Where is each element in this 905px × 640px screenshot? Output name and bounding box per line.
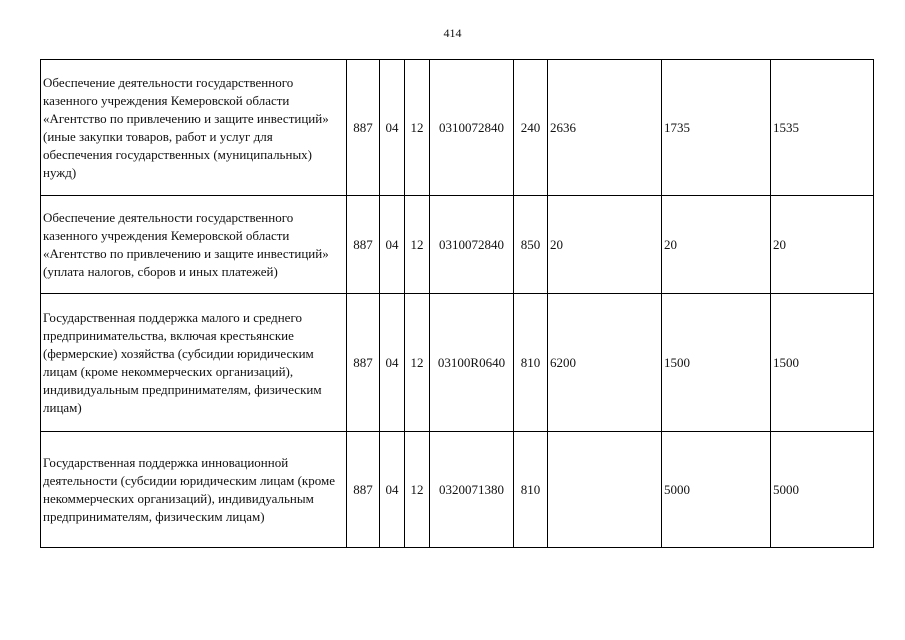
row-description: Обеспечение деятельности государственного казенного учреждения Кемеровской области «Агентство по привлечению и защите инвестиций» (уплата налогов, сборов и иных платежей) (41, 196, 347, 294)
cell-csr: 03100R0640 (430, 294, 514, 432)
cell-amount-1: 2636 (548, 60, 662, 196)
cell-amount-2: 1500 (662, 294, 771, 432)
cell-amount-1 (548, 432, 662, 548)
cell-rz: 04 (380, 294, 405, 432)
page-number: 414 (443, 26, 462, 40)
cell-amount-3: 20 (771, 196, 874, 294)
cell-amount-1: 20 (548, 196, 662, 294)
cell-csr: 0320071380 (430, 432, 514, 548)
cell-vr: 850 (514, 196, 548, 294)
cell-pr: 12 (405, 196, 430, 294)
budget-table (40, 59, 874, 548)
cell-csr: 0310072840 (430, 196, 514, 294)
cell-gr: 887 (347, 294, 380, 432)
cell-rz: 04 (380, 196, 405, 294)
row-description: Государственная поддержка малого и среднего предпринимательства, включая крестьянские (фермерские) хозяйства (субсидии юридическим лицам (кроме некоммерческих организаций), индивидуальным предпринимателям, физическим лицам) (41, 294, 347, 432)
cell-amount-3: 1535 (771, 60, 874, 196)
cell-amount-2: 5000 (662, 432, 771, 548)
table-row (41, 294, 874, 432)
cell-amount-3: 5000 (771, 432, 874, 548)
cell-vr: 810 (514, 432, 548, 548)
cell-amount-1: 6200 (548, 294, 662, 432)
cell-csr: 0310072840 (430, 60, 514, 196)
cell-gr: 887 (347, 60, 380, 196)
cell-amount-2: 1735 (662, 60, 771, 196)
table-row (41, 60, 874, 196)
cell-pr: 12 (405, 60, 430, 196)
cell-pr: 12 (405, 432, 430, 548)
cell-amount-2: 20 (662, 196, 771, 294)
cell-rz: 04 (380, 60, 405, 196)
cell-pr: 12 (405, 294, 430, 432)
table-row (41, 196, 874, 294)
row-description: Обеспечение деятельности государственного казенного учреждения Кемеровской области «Агентство по привлечению и защите инвестиций» (иные закупки товаров, работ и услуг для обеспечения государственных (муниципальных) нужд) (41, 60, 347, 196)
cell-amount-3: 1500 (771, 294, 874, 432)
row-description: Государственная поддержка инновационной деятельности (субсидии юридическим лицам (кроме некоммерческих организаций), индивидуальным предпринимателям, физическим лицам) (41, 432, 347, 548)
cell-gr: 887 (347, 432, 380, 548)
cell-gr: 887 (347, 196, 380, 294)
table-row (41, 432, 874, 548)
cell-rz: 04 (380, 432, 405, 548)
cell-vr: 810 (514, 294, 548, 432)
cell-vr: 240 (514, 60, 548, 196)
